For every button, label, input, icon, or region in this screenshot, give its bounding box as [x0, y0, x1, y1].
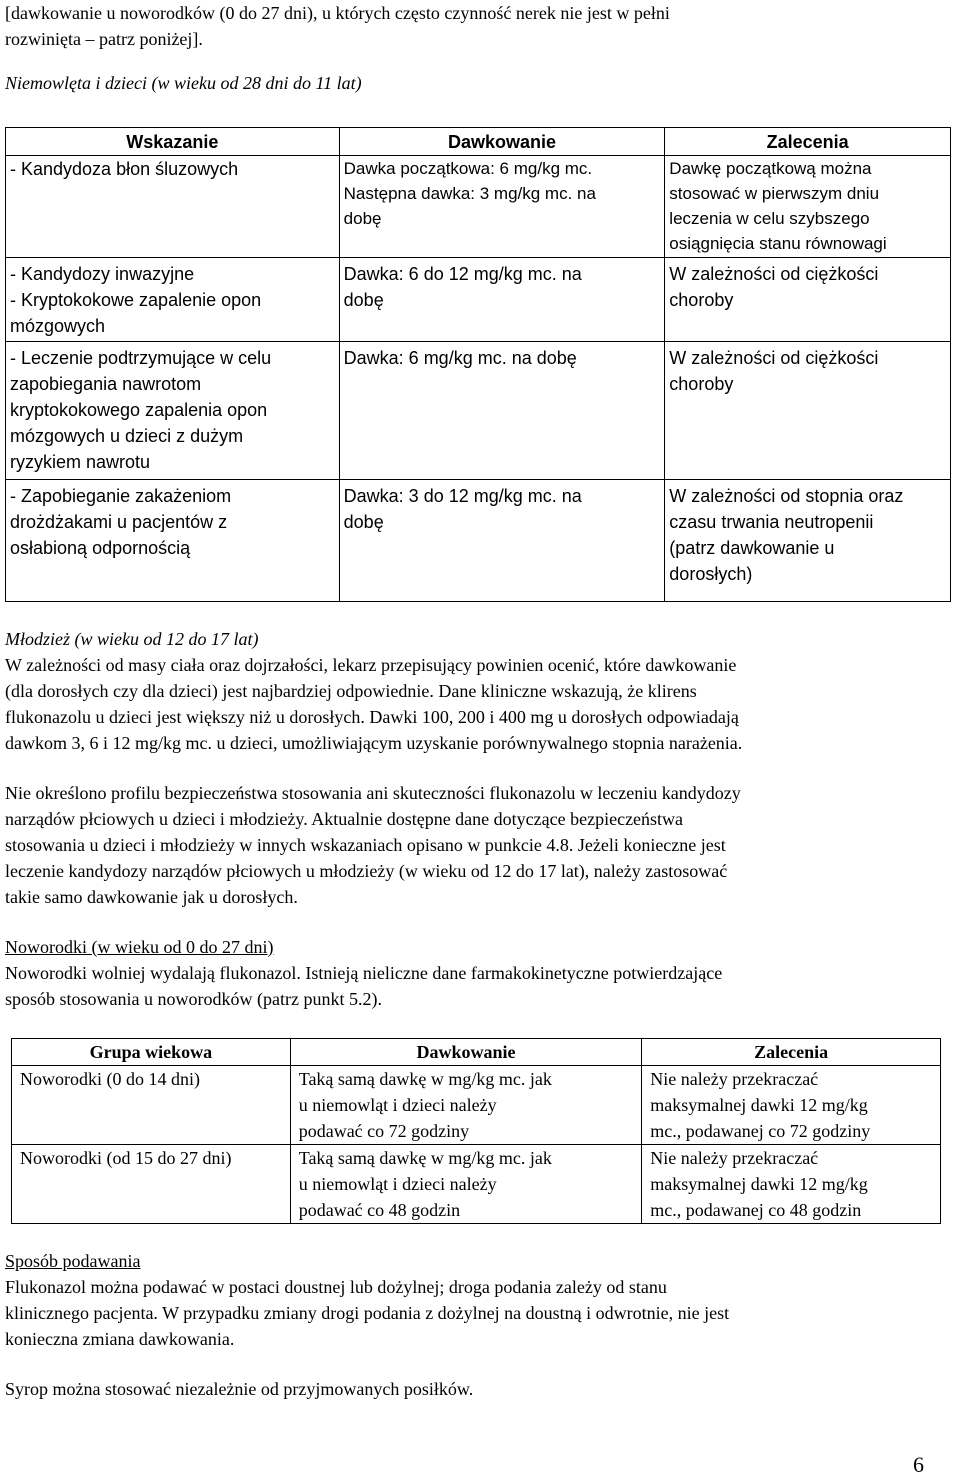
cell-line: Noworodki (0 do 14 dni)	[20, 1069, 200, 1089]
cell-line: dobę	[343, 512, 384, 532]
cell-line: W zależności od stopnia oraz	[669, 486, 904, 506]
cell-line: podawać co 72 godziny	[298, 1121, 470, 1141]
table-header-row	[6, 128, 951, 156]
dosage-cell	[339, 258, 665, 342]
table-row	[12, 1145, 941, 1224]
cell-line: W zależności od ciężkości	[669, 264, 879, 284]
cell-line: stosować w pierwszym dniu	[669, 184, 880, 203]
paragraph-line: klinicznego pacjenta. W przypadku zmiany drogi podania z dożylnej na doustną i odwrotnie, nie jest	[5, 1303, 730, 1323]
cell-line: Dawka: 6 mg/kg mc. na dobę	[343, 348, 577, 368]
neonates-heading: Noworodki (w wieku od 0 do 27 dni)	[5, 937, 274, 957]
cell-line: (patrz dawkowanie u	[669, 538, 835, 558]
cell-line: Nie należy przekraczać	[650, 1148, 819, 1168]
header-recommendation: Zalecenia	[665, 128, 951, 156]
paragraph-line: dawkom 3, 6 i 12 mg/kg mc. u dzieci, umożliwiającym uzyskanie porównywalnego stopnia narażenia.	[5, 733, 743, 753]
header-recommendation: Zalecenia	[642, 1039, 941, 1066]
recommendation-cell	[665, 258, 951, 342]
indication-cell	[6, 480, 340, 602]
paragraph-line: W zależności od masy ciała oraz dojrzałości, lekarz przepisujący powinien ocenić, które dawkowanie	[5, 655, 737, 675]
cell-line: osiągnięcia stanu równowagi	[669, 234, 887, 253]
cell-line: maksymalnej dawki 12 mg/kg	[650, 1174, 868, 1194]
header-dosage: Dawkowanie	[339, 128, 665, 156]
paragraph-line: stosowania u dzieci i młodzieży w innych wskazaniach opisano w punkcie 4.8. Jeżeli konieczne jest	[5, 835, 726, 855]
cell-line: - Leczenie podtrzymujące w celu	[10, 348, 272, 368]
table-row	[6, 480, 951, 602]
cell-line: Następna dawka: 3 mg/kg mc. na	[343, 184, 596, 203]
cell-line: mc., podawanej co 48 godzin	[650, 1200, 862, 1220]
cell-line: podawać co 48 godzin	[298, 1200, 461, 1220]
paragraph-line: (dla dorosłych czy dla dzieci) jest najbardziej odpowiednie. Dane kliniczne wskazują, że klirens	[5, 681, 697, 701]
intro-line-2: rozwinięta – patrz poniżej].	[5, 29, 203, 49]
cell-line: mc., podawanej co 72 godziny	[650, 1121, 871, 1141]
header-indication: Wskazanie	[6, 128, 340, 156]
recommendation-cell	[642, 1145, 941, 1224]
cell-line: - Zapobieganie zakażeniom	[10, 486, 232, 506]
age-group-cell	[12, 1066, 291, 1145]
cell-line: u niemowląt i dzieci należy	[298, 1095, 497, 1115]
dosage-cell	[290, 1145, 642, 1224]
paragraph-line: leczenie kandydozy narządów płciowych u młodzieży (w wieku od 12 do 17 lat), należy zastosować	[5, 861, 728, 881]
neonates-section	[5, 934, 953, 1012]
administration-heading: Sposób podawania	[5, 1251, 141, 1271]
paragraph-line: Nie określono profilu bezpieczeństwa stosowania ani skuteczności flukonazolu w leczeniu kandydozy	[5, 783, 741, 803]
cell-line: drożdżakami u pacjentów z	[10, 512, 228, 532]
cell-line: zapobiegania nawrotom	[10, 374, 202, 394]
page-number: 6	[913, 1452, 924, 1477]
paragraph-line: flukonazolu u dzieci jest większy niż u dorosłych. Dawki 100, 200 i 400 mg u dorosłych odpowiadają	[5, 707, 739, 727]
cell-line: Dawkę początkową można	[669, 159, 872, 178]
cell-line: ryzykiem nawrotu	[10, 452, 151, 472]
cell-line: osłabioną odpornością	[10, 538, 191, 558]
cell-line: Taką samą dawkę w mg/kg mc. jak	[298, 1148, 552, 1168]
cell-line: Nie należy przekraczać	[650, 1069, 819, 1089]
header-age-group: Grupa wiekowa	[12, 1039, 291, 1066]
youth-heading: Młodzież (w wieku od 12 do 17 lat)	[5, 629, 259, 649]
table-row	[6, 156, 951, 258]
age-group-heading: Niemowlęta i dzieci (w wieku od 28 dni do 11 lat)	[5, 73, 362, 93]
recommendation-cell	[665, 156, 951, 258]
cell-line: Dawka: 6 do 12 mg/kg mc. na	[343, 264, 582, 284]
paragraph-line: sposób stosowania u noworodków (patrz punkt 5.2).	[5, 989, 382, 1009]
cell-line: kryptokokowego zapalenia opon	[10, 400, 268, 420]
administration-section	[5, 1248, 953, 1402]
cell-line: czasu trwania neutropenii	[669, 512, 874, 532]
table-row	[6, 342, 951, 480]
cell-line: leczenia w celu szybszego	[669, 209, 870, 228]
table-header-row	[12, 1039, 941, 1066]
cell-line: W zależności od ciężkości	[669, 348, 879, 368]
indication-cell	[6, 258, 340, 342]
infant-dosage-table	[5, 127, 951, 602]
cell-line: u niemowląt i dzieci należy	[298, 1174, 497, 1194]
cell-line: - Kryptokokowe zapalenie opon	[10, 290, 262, 310]
table-row	[6, 258, 951, 342]
cell-line: - Kandydozy inwazyjne	[10, 264, 195, 284]
cell-line: choroby	[669, 290, 734, 310]
indication-cell	[6, 342, 340, 480]
indication-cell	[6, 156, 340, 258]
age-group-cell	[12, 1145, 291, 1224]
cell-line: Noworodki (od 15 do 27 dni)	[20, 1148, 232, 1168]
cell-line: dorosłych)	[669, 564, 753, 584]
dosage-cell	[290, 1066, 642, 1145]
paragraph-line: konieczna zmiana dawkowania.	[5, 1329, 235, 1349]
cell-line: choroby	[669, 374, 734, 394]
cell-line: - Kandydoza błon śluzowych	[10, 159, 239, 179]
dosage-cell	[339, 156, 665, 258]
dosage-cell	[339, 480, 665, 602]
paragraph-line: narządów płciowych u dzieci i młodzieży. Aktualnie dostępne dane dotyczące bezpieczeństwa	[5, 809, 684, 829]
paragraph-line: Syrop można stosować niezależnie od przyjmowanych posiłków.	[5, 1379, 474, 1399]
youth-section	[5, 626, 953, 910]
recommendation-cell	[642, 1066, 941, 1145]
header-dosage: Dawkowanie	[290, 1039, 642, 1066]
table-row	[12, 1066, 941, 1145]
cell-line: mózgowych	[10, 316, 106, 336]
paragraph-line: Flukonazol można podawać w postaci doustnej lub dożylnej; droga podania zależy od stanu	[5, 1277, 667, 1297]
recommendation-cell	[665, 342, 951, 480]
paragraph-line: Noworodki wolniej wydalają flukonazol. Istnieją nieliczne dane farmakokinetyczne potwierdzające	[5, 963, 723, 983]
cell-line: Dawka początkowa: 6 mg/kg mc.	[343, 159, 593, 178]
cell-line: dobę	[343, 209, 382, 228]
neonate-dosage-table	[11, 1038, 941, 1224]
cell-line: Dawka: 3 do 12 mg/kg mc. na	[343, 486, 582, 506]
intro-block	[5, 0, 953, 96]
cell-line: Taką samą dawkę w mg/kg mc. jak	[298, 1069, 552, 1089]
cell-line: mózgowych u dzieci z dużym	[10, 426, 244, 446]
cell-line: maksymalnej dawki 12 mg/kg	[650, 1095, 868, 1115]
cell-line: dobę	[343, 290, 384, 310]
intro-line-1: [dawkowanie u noworodków (0 do 27 dni), u których często czynność nerek nie jest w pełni	[5, 3, 670, 23]
dosage-cell	[339, 342, 665, 480]
recommendation-cell	[665, 480, 951, 602]
paragraph-line: takie samo dawkowanie jak u dorosłych.	[5, 887, 298, 907]
